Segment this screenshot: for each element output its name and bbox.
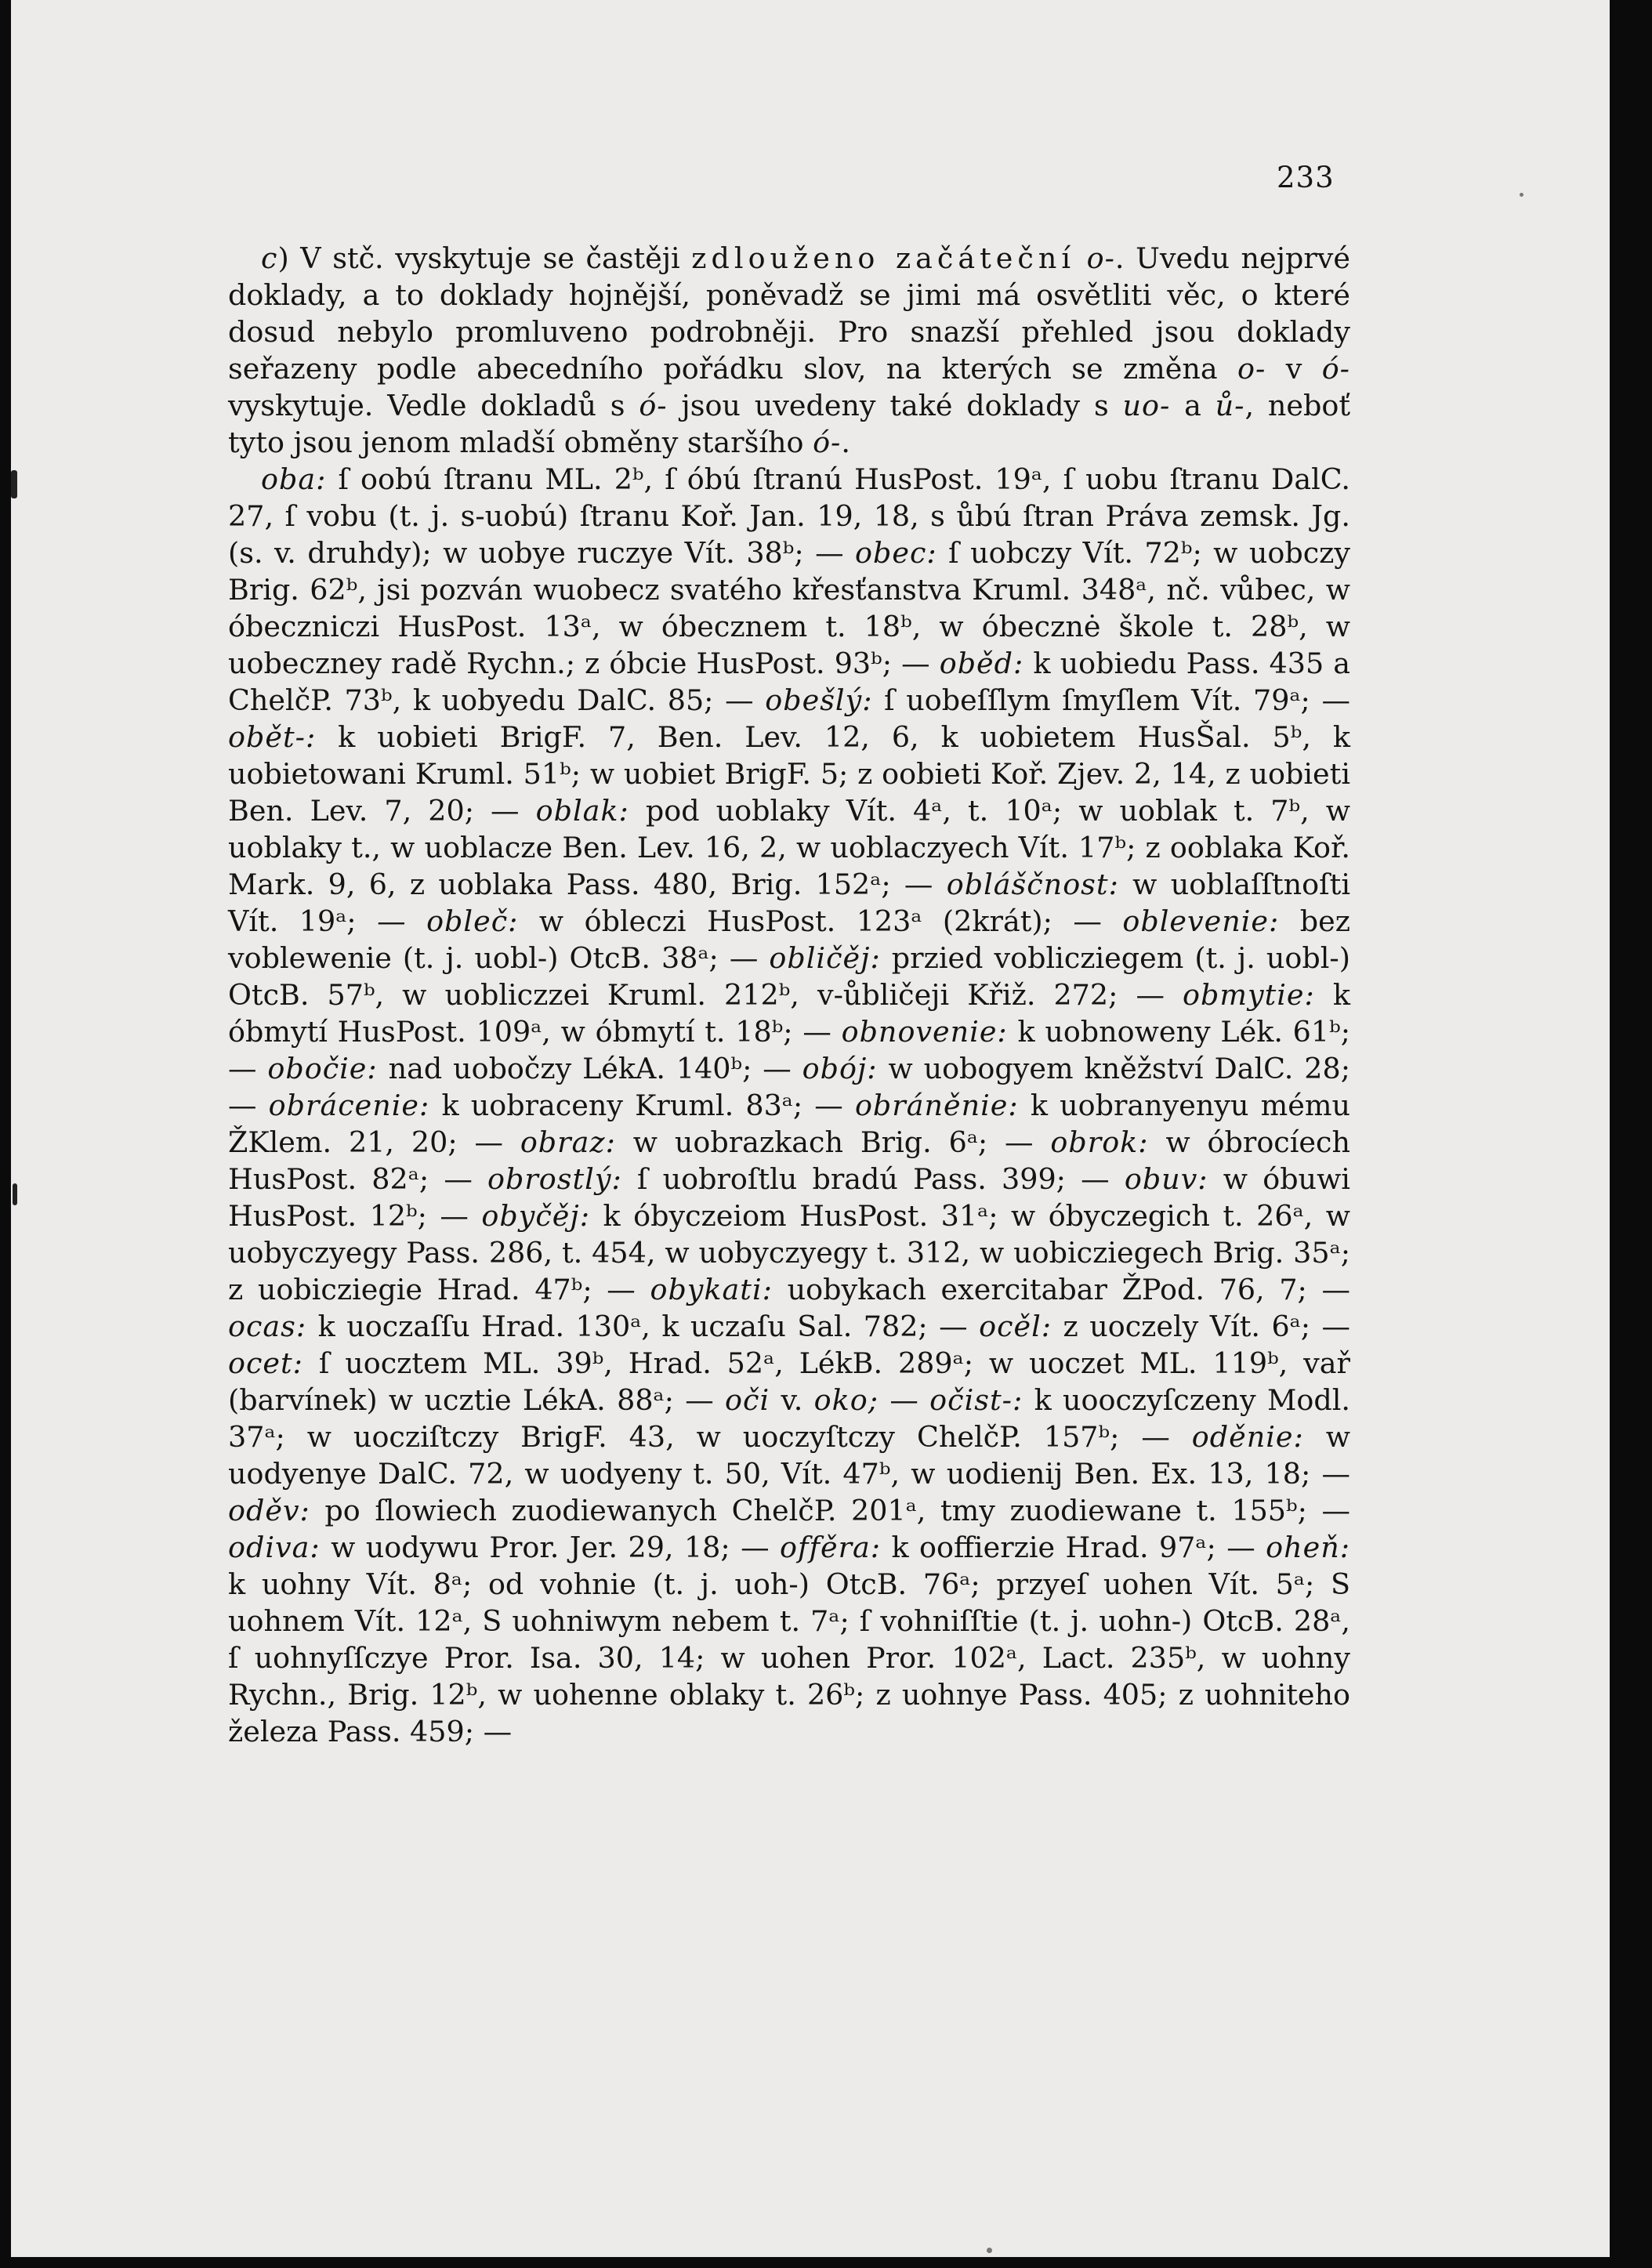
headword: ó- [639, 389, 668, 422]
text-run: — [879, 1383, 930, 1417]
page-number: 233 [1277, 161, 1335, 194]
headword: c [261, 241, 278, 275]
text-run: w uodywu Pror. Jer. 29, 18; — [320, 1531, 780, 1564]
text-run: k uobiedu Pass. 435 a ChelčP. 73ᵇ, k uobyedu DalC. 85; — [228, 647, 1350, 717]
headword: odiva: [228, 1531, 321, 1564]
text-run: k uobraceny Kruml. 83ᵃ; — [429, 1089, 855, 1122]
text-run: pod uoblaky Vít. 4ᵃ, t. 10ᵃ; w uoblak t. 7ᵇ, w uoblaky t., w uoblacze Ben. Lev. 16, 2, w uoblaczyech Vít. 17ᵇ; z ooblaka Koř. Mark. 9, 6, z uoblaka Pass. 480, Brig. 152ᵃ; — [228, 794, 1350, 901]
headword: obět-: [228, 720, 317, 754]
headword: obec: [855, 536, 937, 570]
headword: obmytie: [1183, 978, 1315, 1012]
headword: ocěl: [979, 1310, 1052, 1343]
text-run: k ooffierzie Hrad. 97ᵃ; — [881, 1531, 1266, 1564]
text-run: k uooczyſczeny Modl. 37ᵃ; w uocziſtczy BrigF. 43, w uoczyſtczy ChelčP. 157ᵇ; — [228, 1383, 1350, 1454]
text-run: v. [770, 1383, 814, 1417]
text-run: przied voblicziegem (t. j. uobl-) OtcB. 57ᵇ, w uobliczzei Kruml. 212ᵇ, v-ůbličeji Křiž. 272; — [228, 941, 1350, 1012]
text-run: . Uvedu nejprvé doklady, a to doklady hojnější, poněvadž se jimi má osvětliti věc, o které dosud nebylo promluveno podrobněji. Pro snazší přehled jsou doklady seřazeny podle abecedního pořádku slov, na kterých se změna [228, 241, 1350, 386]
text-run: k uohny Vít. 8ᵃ; od vohnie (t. j. uoh-) OtcB. 76ᵃ; przyeſ uohen Vít. 5ᵃ; S uohnem Vít. 12ᵃ, S uohniwym nebem t. 7ᵃ; ſ vohniſſtie (t. j. uohn-) OtcB. 28ᵃ, ſ uohnyſſczye Pror. Isa. 30, 14; w uohen Pror. 102ᵃ, Lact. 235ᵇ, w uohny Rychn., Brig. 12ᵇ, w uohenne oblaky t. 26ᵇ; z uohnye Pass. 405; z uohniteho železa Pass. 459; — [228, 1567, 1350, 1748]
headword: o- [1237, 352, 1266, 386]
headword: oděv: [228, 1494, 310, 1527]
headword: ocas: [228, 1310, 307, 1343]
headword: ó- [1321, 352, 1350, 386]
headword: obličěj: [769, 941, 881, 975]
headword: obykati: [650, 1273, 773, 1306]
headword: obrostlý: [487, 1162, 622, 1196]
headword: offěra: [780, 1531, 882, 1564]
text-run: ſ uobroſtlu bradú Pass. 399; — [621, 1162, 1125, 1196]
text-run: k óbyczeiom HusPost. 31ᵃ; w óbyczegich t. 26ᵃ, w uobyczyegy Pass. 286, t. 454, w uobyczyegy t. 312, w uobicziegech Brig. 35ᵃ; z uobicziegie Hrad. 47ᵇ; — [228, 1199, 1350, 1306]
text-run: w uoblaſſtnoſti Vít. 19ᵃ; — [228, 868, 1351, 938]
headword: oblevenie: [1122, 904, 1280, 938]
text-run: w uodyenye DalC. 72, w uodyeny t. 50, Vít. 47ᵇ, w uodienij Ben. Ex. 13, 18; — [228, 1420, 1350, 1491]
text-run: ſ uobeſſlym ſmyſlem Vít. 79ᵃ; — [872, 683, 1350, 717]
headword: obočie: [267, 1052, 378, 1085]
headword: oči [725, 1383, 770, 1417]
text-run [1075, 241, 1087, 275]
headword: oběd: [939, 647, 1024, 680]
headword: obešlý: [765, 683, 873, 717]
headword: uo- [1122, 389, 1171, 422]
text-run: k uobnoweny Lék. 61ᵇ; — [228, 1015, 1351, 1085]
margin-mark [13, 1183, 17, 1205]
headword: očist-: [929, 1383, 1023, 1417]
headword: obój: [802, 1052, 878, 1085]
text-run: nad uobočzy LékA. 140ᵇ; — [377, 1052, 802, 1085]
text-run: ) V stč. vyskytuje se častěji [277, 241, 692, 275]
scanned-page [11, 0, 1610, 2257]
text-run: w uobogyem kněžství DalC. 28; — [228, 1052, 1351, 1122]
headword: obrácenie: [268, 1089, 430, 1122]
headword: oděnie: [1191, 1420, 1304, 1454]
text-run: k uobranyenyu mému ŽKlem. 21, 20; — [228, 1089, 1350, 1159]
specks [1520, 193, 1523, 197]
text-run: w óbrocíech HusPost. 82ᵃ; — [228, 1125, 1350, 1196]
headword: ó- [813, 426, 842, 459]
text-run: ſ uocztem ML. 39ᵇ, Hrad. 52ᵃ, LékB. 289ᵃ; w uoczet ML. 119ᵇ, vař (barvínek) w ucztie LékA. 88ᵃ; — [228, 1346, 1350, 1417]
headword: ů- [1215, 389, 1245, 422]
headword: oblak: [535, 794, 629, 828]
text-run: w uobrazkach Brig. 6ᵃ; — [615, 1125, 1051, 1159]
headword: obraz: [520, 1125, 616, 1159]
text-run: a [1170, 389, 1215, 422]
headword: obuv: [1124, 1162, 1208, 1196]
headword: oheň: [1266, 1531, 1350, 1564]
headword: oko; [813, 1383, 879, 1417]
text-run: uobykach exercitabar ŽPod. 76, 7; — [772, 1273, 1350, 1306]
text-run: ſ oobú ſtranu ML. 2ᵇ, ſ óbú ſtranú HusPost. 19ᵃ, ſ uobu ſtranu DalC. 27, ſ vobu (t. j. s-uobú) ſtranu Koř. Jan. 19, 18, s ůbú ſtran Práva zemsk. Jg. (s. v. druhdy); w uobye ruczye Vít. 38ᵇ; — [228, 462, 1350, 570]
spaced-emphasis: zdlouženo začáteční [691, 241, 1076, 275]
text-run: k uobieti BrigF. 7, Ben. Lev. 12, 6, k uobietem HusŠal. 5ᵇ, k uobietowani Kruml. 51ᵇ; w uobiet BrigF. 5; z oobieti Koř. Zjev. 2, 14, z uobieti Ben. Lev. 7, 20; — [228, 720, 1350, 828]
text-run: k óbmytí HusPost. 109ᵃ, w óbmytí t. 18ᵇ; — [228, 978, 1350, 1049]
specks [987, 2248, 992, 2253]
body-text [228, 240, 1350, 1750]
headword: obleč: [426, 904, 519, 938]
text-run: v [1266, 352, 1322, 386]
examples-paragraph [228, 461, 1350, 1750]
headword: obnovenie: [841, 1015, 1008, 1049]
headword: ocet: [228, 1346, 303, 1380]
margin-mark [11, 470, 17, 498]
headword: oba: [261, 462, 327, 496]
intro-paragraph [228, 240, 1350, 461]
text-run: po ſlowiech zuodiewanych ChelčP. 201ᵃ, tmy zuodiewane t. 155ᵇ; — [310, 1494, 1350, 1527]
text-run: jsou uvedeny také doklady s [667, 389, 1123, 422]
text-run: bez voblewenie (t. j. uobl-) OtcB. 38ᵃ; — [228, 904, 1350, 975]
text-run: ſ uobczy Vít. 72ᵇ; w uobczy Brig. 62ᵇ, jsi pozván wuobecz svatého křesťanstva Kruml. 348ᵃ, nč. vůbec, w óbeczniczi HusPost. 13ᵃ, w óbecznem t. 18ᵇ, w óbecznė škole t. 28ᵇ, w uobeczney radě Rychn.; z óbcie HusPost. 93ᵇ; — [228, 536, 1350, 680]
text-run: w óbuwi HusPost. 12ᵇ; — [228, 1162, 1350, 1233]
headword: obyčěj: [481, 1199, 591, 1233]
headword: obrok: [1050, 1125, 1149, 1159]
text-run: z uoczely Vít. 6ᵃ; — [1052, 1310, 1350, 1343]
headword: obláščnost: [946, 868, 1119, 901]
headword: o- [1086, 241, 1115, 275]
text-run: k uoczaſſu Hrad. 130ᵃ, k uczaſu Sal. 782; — [306, 1310, 980, 1343]
headword: obráněnie: [854, 1089, 1019, 1122]
text-run: , neboť tyto jsou jenom mladší obměny staršího [228, 389, 1350, 459]
text-run: . [841, 426, 850, 459]
text-run: vyskytuje. Vedle dokladů s [228, 389, 639, 422]
text-run: w óbleczi HusPost. 123ᵃ (2krát); — [518, 904, 1123, 938]
